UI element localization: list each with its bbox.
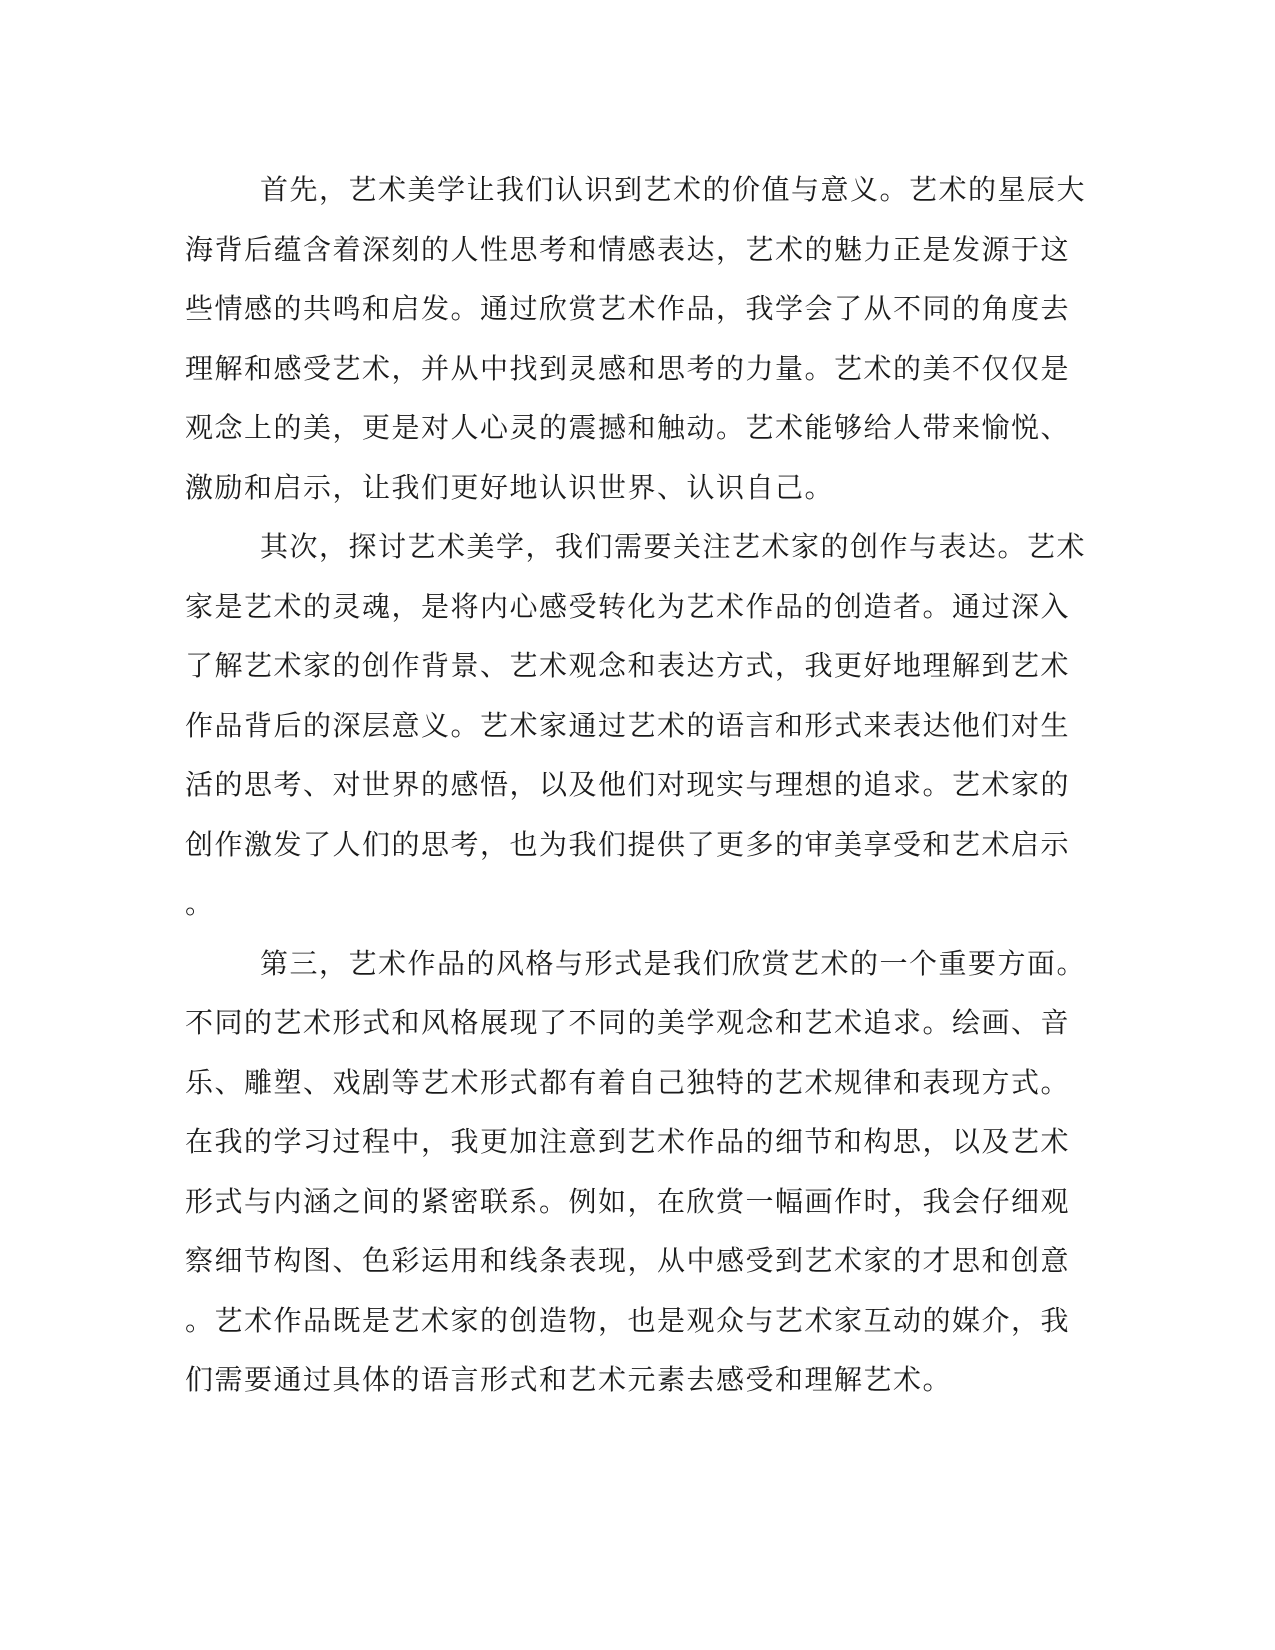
paragraph-1	[185, 160, 1087, 517]
text-line: 形式与内涵之间的紧密联系。例如，在欣赏一幅画作时，我会仔细观	[185, 1184, 1071, 1218]
text-line: 不同的艺术形式和风格展现了不同的美学观念和艺术追求。绘画、音	[185, 1006, 1071, 1039]
text-line: 海背后蕴含着深刻的人性思考和情感表达，艺术的魅力正是发源于这	[185, 232, 1071, 266]
text-line: 了解艺术家的创作背景、艺术观念和表达方式，我更好地理解到艺术	[185, 649, 1071, 682]
text-line: 首先，艺术美学让我们认识到艺术的价值与意义。艺术的星辰大	[260, 173, 1087, 206]
text-line: 。艺术作品既是艺术家的创造物，也是观众与艺术家互动的媒介，我	[185, 1303, 1071, 1337]
text-line: 激励和启示，让我们更好地认识世界、认识自己。	[185, 470, 835, 504]
text-line: 作品背后的深层意义。艺术家通过艺术的语言和形式来表达他们对生	[185, 708, 1071, 742]
paragraph-2	[185, 517, 1087, 934]
text-line: 观念上的美，更是对人心灵的震撼和触动。艺术能够给人带来愉悦、	[185, 411, 1071, 444]
text-line: 理解和感受艺术，并从中找到灵感和思考的力量。艺术的美不仅仅是	[185, 351, 1071, 385]
text-line: 乐、雕塑、戏剧等艺术形式都有着自己独特的艺术规律和表现方式。	[185, 1065, 1071, 1099]
text-line: 第三，艺术作品的风格与形式是我们欣赏艺术的一个重要方面。	[260, 946, 1087, 980]
body-text	[185, 160, 1087, 1410]
text-line: 创作激发了人们的思考，也为我们提供了更多的审美享受和艺术启示	[185, 827, 1071, 861]
text-line: 察细节构图、色彩运用和线条表现，从中感受到艺术家的才思和创意	[185, 1244, 1071, 1277]
text-line: 活的思考、对世界的感悟，以及他们对现实与理想的追求。艺术家的	[185, 768, 1071, 801]
text-line: 在我的学习过程中，我更加注意到艺术作品的细节和构思，以及艺术	[185, 1125, 1071, 1158]
text-line: 些情感的共鸣和启发。通过欣赏艺术作品，我学会了从不同的角度去	[185, 292, 1071, 325]
text-line: 们需要通过具体的语言形式和艺术元素去感受和理解艺术。	[185, 1363, 953, 1396]
text-line: 家是艺术的灵魂，是将内心感受转化为艺术作品的创造者。通过深入	[185, 589, 1071, 623]
text-line: 其次，探讨艺术美学，我们需要关注艺术家的创作与表达。艺术	[260, 530, 1087, 563]
text-line: 。	[185, 887, 215, 920]
paragraph-3	[185, 934, 1087, 1410]
